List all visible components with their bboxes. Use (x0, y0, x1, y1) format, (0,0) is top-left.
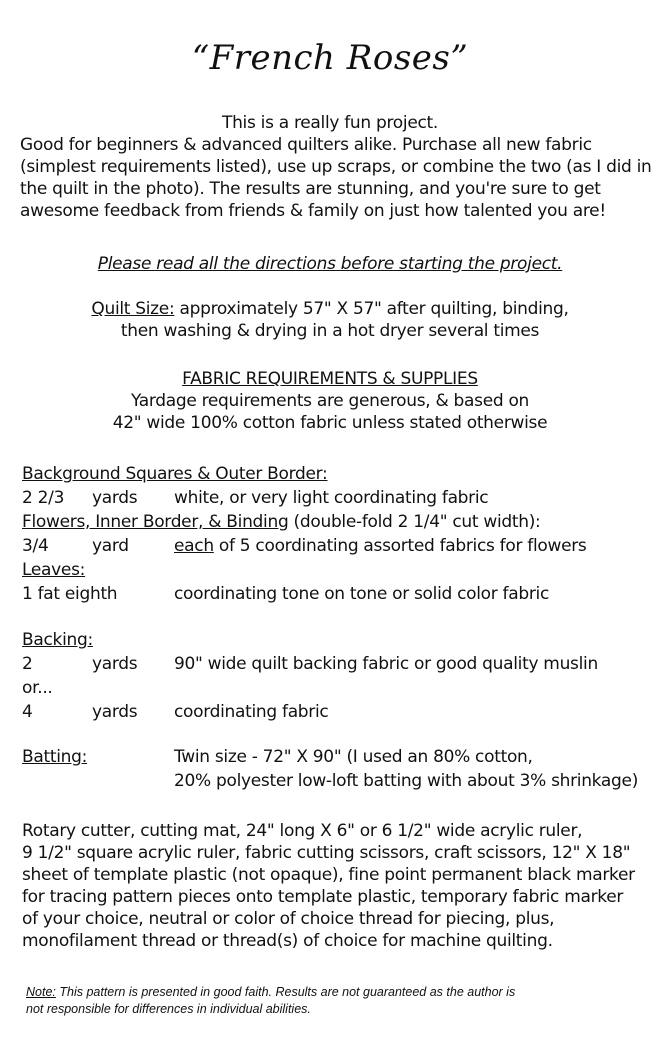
backing-desc-alt: coordinating fabric (174, 702, 329, 722)
supplies-line: sheet of template plastic (not opaque), fine point permanent black marker (22, 865, 635, 885)
supplies-line: monofilament thread or thread(s) of choice for machine quilting. (22, 931, 553, 951)
batting-desc: Twin size - 72" X 90" (I used an 80% cotton, (174, 747, 533, 767)
supplies-line: Rotary cutter, cutting mat, 24" long X 6" or 6 1/2" wide acrylic ruler, (22, 821, 583, 841)
batting-label: Batting: (22, 747, 88, 767)
background-qty: 2 2/3 (22, 488, 65, 508)
note-label: Note: (26, 985, 56, 999)
quilt-size-text: approximately 57" X 57" after quilting, binding, (174, 299, 569, 319)
quilt-size-text: then washing & drying in a hot dryer several times (120, 321, 540, 341)
backing-unit: yards (92, 654, 138, 674)
page-title: “French Roses” (191, 38, 469, 78)
intro-line: This is a really fun project. (222, 113, 438, 133)
background-label: Background Squares & Outer Border: (22, 464, 328, 484)
flowers-label: Flowers, Inner Border, & Binding (22, 512, 289, 532)
fabric-requirements-heading: FABRIC REQUIREMENTS & SUPPLIES (182, 369, 478, 389)
backing-unit-alt: yards (92, 702, 138, 722)
batting-section (22, 745, 642, 793)
intro-line: awesome feedback from friends & family on just how talented you are! (20, 201, 606, 221)
backing-qty-alt: 4 (22, 702, 33, 722)
intro-line: (simplest requirements listed), use up scraps, or combine the two (as I did in (20, 157, 652, 177)
fabric-requirements-text: Yardage requirements are generous, & based on (130, 391, 530, 411)
backing-desc: 90" wide quilt backing fabric or good quality muslin (174, 654, 598, 674)
leaves-label: Leaves: (22, 560, 86, 580)
flowers-qty: 3/4 (22, 536, 49, 556)
flowers-desc: of 5 coordinating assorted fabrics for flowers (213, 536, 587, 556)
note-text: not responsible for differences in individual abilities. (26, 1002, 311, 1016)
intro-line: Good for beginners & advanced quilters alike. Purchase all new fabric (20, 135, 592, 155)
backing-label: Backing: (22, 630, 93, 650)
read-directions-notice: Please read all the directions before starting the project. (97, 254, 563, 274)
supplies-line: 9 1/2" square acrylic ruler, fabric cutting scissors, craft scissors, 12" X 18" (22, 843, 631, 863)
intro-paragraph (20, 112, 652, 222)
fabric-requirements-text: 42" wide 100% cotton fabric unless stated otherwise (112, 413, 548, 433)
supplies-line: for tracing pattern pieces onto template plastic, temporary fabric marker (22, 887, 624, 907)
background-desc: white, or very light coordinating fabric (174, 488, 489, 508)
intro-line: the quilt in the photo). The results are stunning, and you're sure to get (20, 179, 601, 199)
leaves-qty: 1 fat eighth (22, 584, 118, 604)
backing-section (22, 628, 642, 724)
flowers-desc-each: each (174, 536, 214, 556)
disclaimer-note (26, 984, 636, 1018)
supplies-paragraph (22, 820, 642, 952)
flowers-unit: yard (92, 536, 129, 556)
flowers-label-note: (double-fold 2 1/4" cut width): (288, 512, 541, 532)
note-text: This pattern is presented in good faith. Results are not guaranteed as the author is (55, 985, 516, 999)
fabric-requirements-section (20, 368, 640, 434)
backing-or: or... (22, 678, 53, 698)
requirements-list (22, 462, 642, 606)
background-unit: yards (92, 488, 138, 508)
batting-desc: 20% polyester low-loft batting with about 3% shrinkage) (174, 771, 639, 791)
quilt-size-label: Quilt Size: (91, 299, 175, 319)
supplies-line: of your choice, neutral or color of choice thread for piecing, plus, (22, 909, 555, 929)
quilt-size-section (20, 298, 640, 342)
backing-qty: 2 (22, 654, 33, 674)
leaves-desc: coordinating tone on tone or solid color fabric (174, 584, 549, 604)
